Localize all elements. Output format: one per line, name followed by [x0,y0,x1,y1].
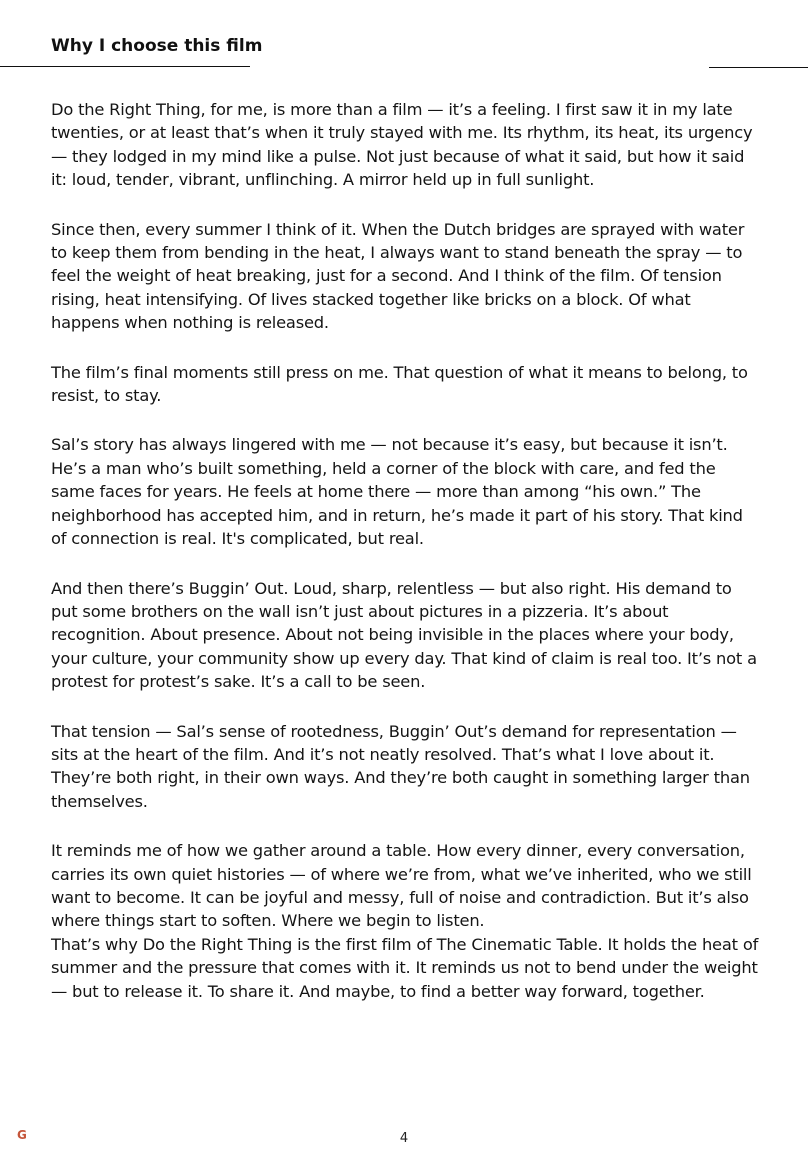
paragraph: Sal’s story has always lingered with me — not because it’s easy, but because it isn’t. He’s a man who’s built something, held a corner of the block with care, and fed the same faces for years. He feels at home there — more than among “his own.” The neighborhood has accepted him, and in return, he’s made it part of his story. That kind of connection is real. It's complicated, but real. [51,435,743,549]
paragraph: The film’s final moments still press on me. That question of what it means to belong, to resist, to stay. [51,362,748,406]
page-number: 4 [399,1131,409,1146]
paragraph: Since then, every summer I think of it. When the Dutch bridges are sprayed with water to keep them from bending in the heat, I always want to stand beneath the spray — to feel the weight of heat breaking, just for a second. And I think of the film. Of tension rising, heat intensifying. Of lives stacked together like bricks on a block. Of what happens when nothing is released. [51,219,745,333]
paragraph: It reminds me of how we gather around a table. How every dinner, every conversation, carries its own quiet histories — of where we’re from, what we’ve inherited, who we still want to become. It can be joyful and messy, full of noise and contradiction. But it’s also where things start to soften. Where we begin to listen. [51,841,752,931]
paragraph: And then there’s Buggin’ Out. Loud, sharp, relentless — but also right. His demand to put some brothers on the wall isn’t just about pictures in a pizzeria. It’s about recognition. About presence. About not being invisible in the places where your body, your culture, your community show up every day. That kind of claim is real too. It’s not a protest for protest’s sake. It’s a call to be seen. [51,578,757,692]
body-text [51,98,763,1003]
header-rule-left [0,66,250,67]
paragraph: Do the Right Thing, for me, is more than a film — it’s a feeling. I first saw it in my late twenties, or at least that’s when it truly stayed with me. Its rhythm, its heat, its urgency — they lodged in my mind like a pulse. Not just because of what it said, but how it said it: loud, tender, vibrant, unflinching. A mirror held up in full sunlight. [51,100,753,190]
paragraph: That’s why Do the Right Thing is the first film of The Cinematic Table. It holds the heat of summer and the pressure that comes with it. It reminds us not to bend under the weight — but to release it. To share it. And maybe, to find a better way forward, together. [51,934,759,1001]
header-rule-right [709,67,808,68]
section-title: Why I choose this film [51,36,263,56]
paragraph: That tension — Sal’s sense of rootedness, Buggin’ Out’s demand for representation — sits at the heart of the film. And it’s not neatly resolved. That’s what I love about it. They’re both right, in their own ways. And they’re both caught in something larger than themselves. [51,721,750,811]
brand-logo-icon: G [17,1128,27,1142]
